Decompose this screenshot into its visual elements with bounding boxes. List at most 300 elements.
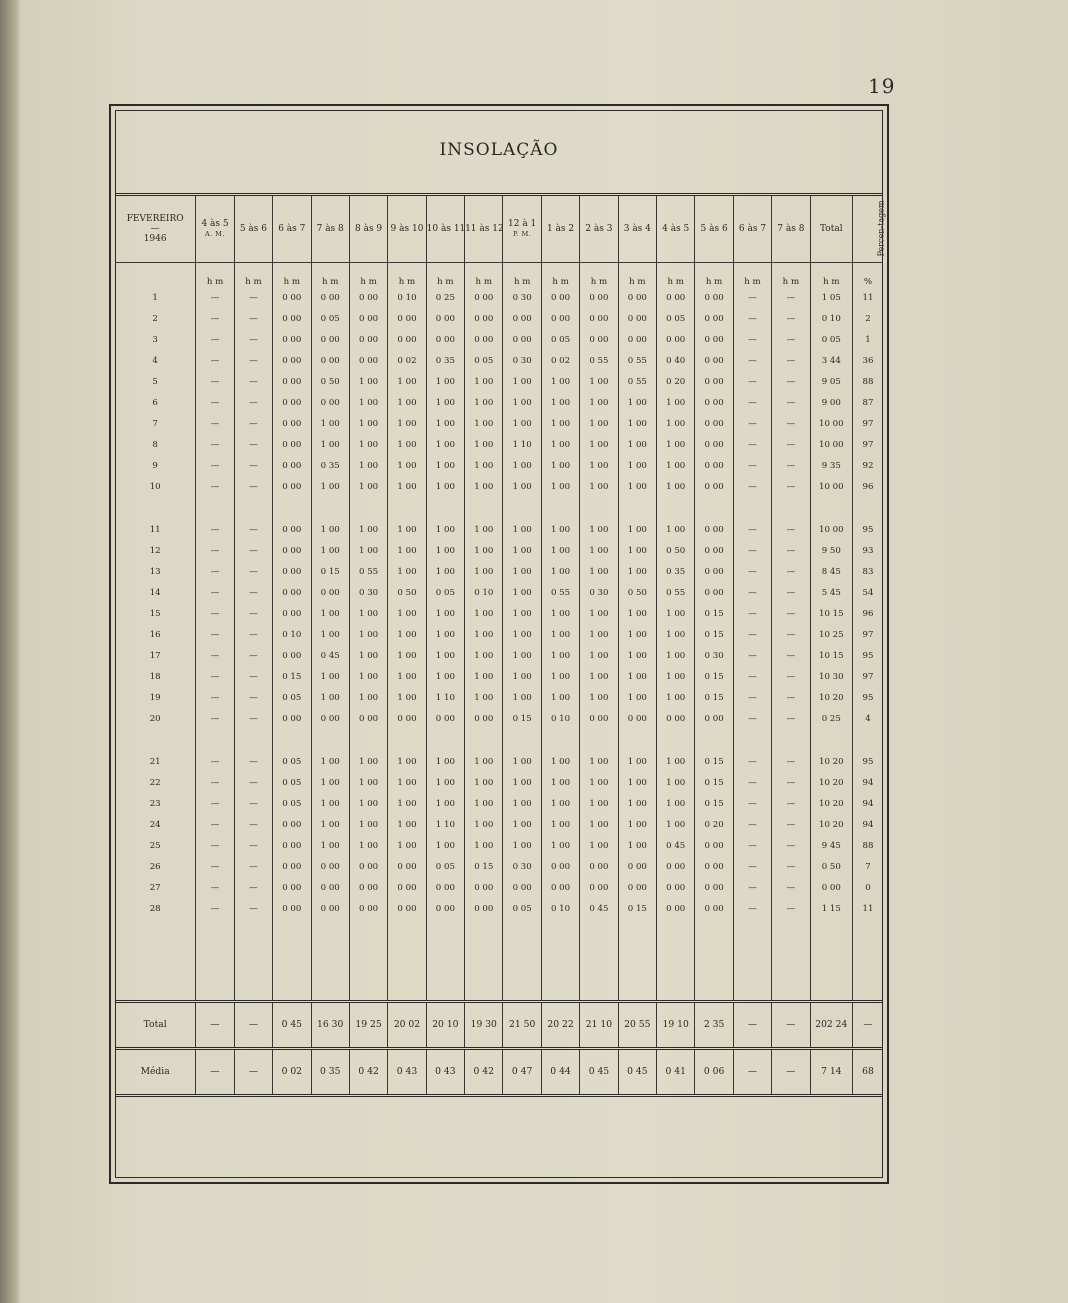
table-cell: 0 35 bbox=[426, 350, 464, 371]
table-cell: 0 30 bbox=[503, 287, 541, 308]
table-cell: 0 00 bbox=[273, 350, 311, 371]
table-cell: 0 00 bbox=[311, 709, 349, 730]
unit-label: % bbox=[853, 263, 883, 288]
total-cell: 2 35 bbox=[695, 1001, 733, 1048]
gap-cell bbox=[772, 498, 810, 519]
table-cell: 1 00 bbox=[349, 392, 387, 413]
table-cell: 1 00 bbox=[465, 540, 503, 561]
day-number: 4 bbox=[152, 355, 158, 366]
table-cell: — bbox=[196, 793, 234, 814]
gap-cell bbox=[618, 498, 656, 519]
insolation-table bbox=[115, 193, 886, 1097]
table-cell: — bbox=[772, 582, 810, 603]
table-cell: 0 10 bbox=[810, 308, 852, 329]
table-cell: 1 00 bbox=[311, 540, 349, 561]
table-cell: 1 00 bbox=[657, 772, 695, 793]
table-cell: 0 00 bbox=[695, 878, 733, 899]
table-cell: 1 00 bbox=[580, 392, 618, 413]
table-row bbox=[115, 582, 883, 603]
table-cell: 0 30 bbox=[695, 646, 733, 667]
hour-range-label: 11 às 12 bbox=[465, 224, 504, 234]
unit-label: h m bbox=[273, 263, 311, 288]
table-cell: — bbox=[733, 350, 771, 371]
gap-cell bbox=[580, 498, 618, 519]
hour-column-header bbox=[618, 195, 656, 263]
table-cell: 1 00 bbox=[618, 414, 656, 435]
table-cell: — bbox=[772, 456, 810, 477]
day-number: 15 bbox=[149, 608, 161, 619]
hour-range-label: 7 às 8 bbox=[777, 224, 805, 234]
table-cell: 1 00 bbox=[618, 751, 656, 772]
hour-range-label: 10 às 11 bbox=[426, 224, 466, 234]
day-number: 21 bbox=[149, 756, 161, 767]
table-cell: 11 bbox=[853, 287, 883, 308]
gap-cell bbox=[657, 498, 695, 519]
table-row bbox=[115, 603, 883, 624]
table-cell: 0 00 bbox=[349, 878, 387, 899]
table-cell: 1 00 bbox=[311, 688, 349, 709]
day-number: 26 bbox=[149, 862, 161, 873]
table-cell: 0 00 bbox=[273, 540, 311, 561]
table-cell: 1 00 bbox=[657, 667, 695, 688]
table-cell: 1 00 bbox=[618, 540, 656, 561]
table-cell: 1 00 bbox=[541, 793, 579, 814]
table-cell: 1 00 bbox=[580, 751, 618, 772]
table-cell: 95 bbox=[853, 751, 883, 772]
table-cell: 1 00 bbox=[503, 371, 541, 392]
table-cell: 95 bbox=[853, 519, 883, 540]
table-cell: 10 20 bbox=[810, 772, 852, 793]
table-cell: 0 00 bbox=[695, 308, 733, 329]
hour-column-header bbox=[657, 195, 695, 263]
table-cell: — bbox=[772, 667, 810, 688]
spacer-cell bbox=[503, 920, 541, 1002]
table-cell: — bbox=[772, 392, 810, 413]
table-cell: 0 00 bbox=[465, 878, 503, 899]
hour-range-label: 5 às 6 bbox=[700, 224, 728, 234]
table-cell: 0 00 bbox=[580, 878, 618, 899]
table-cell: 0 10 bbox=[273, 625, 311, 646]
unit-label: h m bbox=[580, 263, 618, 288]
table-cell: — bbox=[234, 540, 272, 561]
day-number: 27 bbox=[149, 883, 161, 894]
table-cell: 1 00 bbox=[657, 435, 695, 456]
table-cell: — bbox=[234, 899, 272, 920]
media-cell: 0 42 bbox=[465, 1048, 503, 1095]
table-cell: 95 bbox=[853, 688, 883, 709]
table-row bbox=[115, 456, 883, 477]
table-cell: — bbox=[196, 751, 234, 772]
table-cell: 1 00 bbox=[580, 456, 618, 477]
table-cell: — bbox=[772, 751, 810, 772]
hour-column-header bbox=[541, 195, 579, 263]
hour-range-label: Total bbox=[820, 224, 843, 234]
table-cell: 0 55 bbox=[657, 582, 695, 603]
table-cell: 9 05 bbox=[810, 371, 852, 392]
gap-cell bbox=[657, 730, 695, 751]
table-cell: 0 30 bbox=[349, 582, 387, 603]
table-cell: 1 00 bbox=[618, 835, 656, 856]
table-cell: 1 00 bbox=[503, 751, 541, 772]
units-blank-cell bbox=[115, 263, 196, 288]
table-cell: 1 00 bbox=[541, 646, 579, 667]
table-cell: 1 00 bbox=[388, 772, 426, 793]
table-cell: 0 15 bbox=[273, 667, 311, 688]
gap-cell bbox=[196, 498, 234, 519]
table-cell: 1 00 bbox=[388, 751, 426, 772]
days-body bbox=[115, 287, 883, 920]
table-cell: 1 00 bbox=[618, 561, 656, 582]
table-cell: 1 00 bbox=[465, 688, 503, 709]
table-cell: 0 00 bbox=[657, 709, 695, 730]
table-cell: 10 20 bbox=[810, 688, 852, 709]
table-cell: 1 00 bbox=[349, 477, 387, 498]
hour-range-label: 9 às 10 bbox=[390, 224, 424, 234]
table-cell: 1 00 bbox=[426, 414, 464, 435]
table-cell: 0 00 bbox=[580, 329, 618, 350]
table-cell: — bbox=[772, 329, 810, 350]
table-cell: — bbox=[733, 456, 771, 477]
table-cell: 1 00 bbox=[541, 625, 579, 646]
table-cell: 1 00 bbox=[580, 371, 618, 392]
day-number: 18 bbox=[149, 672, 161, 683]
table-cell: 1 00 bbox=[657, 814, 695, 835]
table-cell: — bbox=[196, 561, 234, 582]
unit-label: h m bbox=[311, 263, 349, 288]
table-cell: 0 50 bbox=[657, 540, 695, 561]
table-cell: 1 10 bbox=[426, 814, 464, 835]
day-number: 17 bbox=[149, 651, 161, 662]
table-cell: — bbox=[196, 308, 234, 329]
table-cell: 0 15 bbox=[695, 751, 733, 772]
day-number: 14 bbox=[149, 587, 161, 598]
year-label: 1946 bbox=[143, 234, 167, 244]
unit-label: h m bbox=[196, 263, 234, 288]
total-cell: — bbox=[853, 1001, 883, 1048]
gap-cell bbox=[115, 498, 196, 519]
table-cell: 1 00 bbox=[349, 688, 387, 709]
hour-range-label: 4 às 5 bbox=[201, 219, 229, 229]
table-cell: 1 00 bbox=[657, 688, 695, 709]
table-cell: 0 00 bbox=[311, 392, 349, 413]
table-cell: 0 10 bbox=[388, 287, 426, 308]
gap-cell bbox=[695, 730, 733, 751]
table-cell: — bbox=[772, 814, 810, 835]
total-row bbox=[115, 1001, 883, 1048]
table-cell: 0 00 bbox=[618, 857, 656, 878]
table-cell: 1 00 bbox=[388, 477, 426, 498]
table-cell: 1 00 bbox=[426, 371, 464, 392]
table-cell: — bbox=[196, 477, 234, 498]
table-cell: 1 00 bbox=[388, 392, 426, 413]
table-cell: 1 00 bbox=[618, 646, 656, 667]
table-cell: 0 00 bbox=[273, 456, 311, 477]
total-cell: 16 30 bbox=[311, 1001, 349, 1048]
table-cell: 0 00 bbox=[695, 414, 733, 435]
table-cell: 1 00 bbox=[541, 814, 579, 835]
table-row bbox=[115, 878, 883, 899]
table-cell: 1 00 bbox=[503, 456, 541, 477]
table-cell: 1 00 bbox=[541, 667, 579, 688]
table-cell: 0 00 bbox=[273, 835, 311, 856]
percent-label: Percen-tagem bbox=[876, 200, 886, 257]
table-cell: 0 00 bbox=[273, 709, 311, 730]
page-number: 19 bbox=[868, 74, 896, 98]
table-cell: 1 00 bbox=[426, 392, 464, 413]
table-cell: 1 00 bbox=[657, 751, 695, 772]
day-number: 1 bbox=[152, 292, 158, 303]
total-cell: — bbox=[196, 1001, 234, 1048]
table-cell: 0 15 bbox=[695, 688, 733, 709]
table-cell: 1 00 bbox=[465, 456, 503, 477]
hour-column-header bbox=[311, 195, 349, 263]
table-cell: 0 00 bbox=[273, 371, 311, 392]
table-cell: 0 00 bbox=[695, 582, 733, 603]
table-row bbox=[115, 814, 883, 835]
gap-cell bbox=[503, 730, 541, 751]
table-cell: 1 00 bbox=[311, 603, 349, 624]
table-cell: 0 00 bbox=[388, 308, 426, 329]
table-cell: — bbox=[196, 414, 234, 435]
month-dash: — bbox=[150, 224, 160, 234]
table-cell: — bbox=[772, 857, 810, 878]
spacer-cell bbox=[695, 920, 733, 1002]
table-cell: 1 00 bbox=[580, 814, 618, 835]
table-cell: 0 00 bbox=[695, 899, 733, 920]
table-cell: 1 00 bbox=[541, 371, 579, 392]
total-cell: 20 10 bbox=[426, 1001, 464, 1048]
table-cell: — bbox=[234, 646, 272, 667]
table-cell: 96 bbox=[853, 477, 883, 498]
table-cell: 0 00 bbox=[311, 899, 349, 920]
table-cell: — bbox=[196, 814, 234, 835]
table-cell: 36 bbox=[853, 350, 883, 371]
table-cell: 0 00 bbox=[618, 287, 656, 308]
table-cell: 0 00 bbox=[695, 456, 733, 477]
total-cell: 21 50 bbox=[503, 1001, 541, 1048]
table-cell: — bbox=[234, 625, 272, 646]
table-cell: 1 00 bbox=[349, 814, 387, 835]
table-cell: 0 00 bbox=[695, 540, 733, 561]
table-cell: — bbox=[196, 709, 234, 730]
table-cell: 1 00 bbox=[503, 392, 541, 413]
table-cell: 1 00 bbox=[541, 603, 579, 624]
table-cell: 1 00 bbox=[349, 435, 387, 456]
media-cell: — bbox=[772, 1048, 810, 1095]
hour-range-label: 2 às 3 bbox=[585, 224, 613, 234]
table-cell: — bbox=[772, 287, 810, 308]
table-cell: 10 00 bbox=[810, 414, 852, 435]
table-cell: 0 35 bbox=[657, 561, 695, 582]
table-cell: 0 55 bbox=[618, 371, 656, 392]
spacer-cell bbox=[772, 920, 810, 1002]
table-cell: 0 00 bbox=[273, 287, 311, 308]
table-cell: 0 bbox=[853, 878, 883, 899]
gap-cell bbox=[541, 730, 579, 751]
hour-column-header bbox=[810, 195, 852, 263]
table-cell: 1 00 bbox=[388, 540, 426, 561]
table-cell: — bbox=[196, 667, 234, 688]
table-cell: 1 00 bbox=[349, 414, 387, 435]
table-cell: — bbox=[772, 603, 810, 624]
table-cell: 0 55 bbox=[580, 350, 618, 371]
table-cell: 1 00 bbox=[618, 772, 656, 793]
table-cell: 0 00 bbox=[465, 308, 503, 329]
table-cell: 0 45 bbox=[311, 646, 349, 667]
total-cell: — bbox=[733, 1001, 771, 1048]
hour-range-label: 5 às 6 bbox=[239, 224, 267, 234]
table-cell: — bbox=[733, 582, 771, 603]
units-row bbox=[115, 263, 883, 288]
total-label: Total bbox=[115, 1001, 196, 1048]
table-cell: 1 00 bbox=[580, 435, 618, 456]
table-cell: 1 00 bbox=[580, 540, 618, 561]
table-cell: 3 44 bbox=[810, 350, 852, 371]
table-cell: 0 05 bbox=[273, 793, 311, 814]
table-cell: — bbox=[234, 392, 272, 413]
spacer-cell bbox=[580, 920, 618, 1002]
table-cell: 1 00 bbox=[349, 793, 387, 814]
table-cell: 0 05 bbox=[810, 329, 852, 350]
table-cell: 1 00 bbox=[426, 603, 464, 624]
table-cell: 9 35 bbox=[810, 456, 852, 477]
table-cell: 1 00 bbox=[465, 793, 503, 814]
table-cell: — bbox=[733, 814, 771, 835]
table-cell: — bbox=[733, 371, 771, 392]
table-cell: 1 00 bbox=[426, 751, 464, 772]
hour-column-header bbox=[234, 195, 272, 263]
table-cell: 10 15 bbox=[810, 603, 852, 624]
day-number: 6 bbox=[152, 398, 158, 409]
table-cell: — bbox=[196, 287, 234, 308]
hour-range-label: 4 às 5 bbox=[662, 224, 690, 234]
table-row bbox=[115, 435, 883, 456]
day-number: 7 bbox=[152, 419, 158, 430]
table-cell: — bbox=[733, 667, 771, 688]
table-cell: 0 00 bbox=[580, 857, 618, 878]
table-cell: — bbox=[733, 709, 771, 730]
table-cell: 0 05 bbox=[311, 308, 349, 329]
table-cell: 0 35 bbox=[311, 456, 349, 477]
table-cell: 1 00 bbox=[657, 477, 695, 498]
table-cell: 0 25 bbox=[426, 287, 464, 308]
table-cell: 1 00 bbox=[465, 371, 503, 392]
gap-cell bbox=[388, 730, 426, 751]
table-cell: 1 00 bbox=[388, 519, 426, 540]
table-cell: — bbox=[733, 308, 771, 329]
table-cell: 87 bbox=[853, 392, 883, 413]
table-cell: 0 15 bbox=[618, 899, 656, 920]
table-cell: 1 00 bbox=[580, 688, 618, 709]
table-cell: — bbox=[234, 329, 272, 350]
table-cell: 1 00 bbox=[618, 625, 656, 646]
table-cell: — bbox=[196, 646, 234, 667]
table-cell: 0 00 bbox=[388, 899, 426, 920]
table-cell: 1 bbox=[853, 329, 883, 350]
day-number: 22 bbox=[149, 777, 161, 788]
table-cell: 1 00 bbox=[657, 392, 695, 413]
table-cell: — bbox=[234, 878, 272, 899]
table-cell: 88 bbox=[853, 371, 883, 392]
table-cell: 0 30 bbox=[503, 350, 541, 371]
table-row bbox=[115, 667, 883, 688]
table-row bbox=[115, 625, 883, 646]
total-cell: 20 22 bbox=[541, 1001, 579, 1048]
day-number: 16 bbox=[149, 630, 161, 641]
day-number: 28 bbox=[149, 904, 161, 915]
table-cell: 0 10 bbox=[465, 582, 503, 603]
table-cell: — bbox=[196, 688, 234, 709]
table-cell: 1 00 bbox=[349, 603, 387, 624]
table-cell: 1 00 bbox=[311, 772, 349, 793]
table-cell: 1 00 bbox=[657, 456, 695, 477]
gap-cell bbox=[810, 498, 852, 519]
media-cell: 0 02 bbox=[273, 1048, 311, 1095]
table-cell: 0 00 bbox=[273, 329, 311, 350]
table-cell: 1 00 bbox=[580, 835, 618, 856]
table-cell: 0 40 bbox=[657, 350, 695, 371]
table-cell: 0 05 bbox=[426, 857, 464, 878]
table-cell: 0 15 bbox=[465, 857, 503, 878]
table-cell: — bbox=[196, 835, 234, 856]
unit-label: h m bbox=[388, 263, 426, 288]
table-cell: 1 00 bbox=[311, 625, 349, 646]
table-cell: 1 00 bbox=[388, 667, 426, 688]
table-cell: 0 00 bbox=[695, 857, 733, 878]
spacer-row bbox=[115, 920, 883, 1002]
table-cell: 1 00 bbox=[388, 814, 426, 835]
hour-column-header bbox=[388, 195, 426, 263]
day-number: 11 bbox=[149, 524, 161, 535]
month-label: FEVEREIRO bbox=[126, 214, 184, 224]
table-cell: 1 00 bbox=[541, 561, 579, 582]
table-cell: 0 00 bbox=[349, 350, 387, 371]
table-cell: 1 00 bbox=[541, 435, 579, 456]
total-cell: 19 10 bbox=[657, 1001, 695, 1048]
table-cell: 1 00 bbox=[426, 835, 464, 856]
table-cell: — bbox=[234, 709, 272, 730]
hour-range-label: 12 à 1 bbox=[508, 219, 537, 229]
table-cell: — bbox=[772, 435, 810, 456]
table-cell: — bbox=[234, 371, 272, 392]
table-cell: 1 00 bbox=[426, 646, 464, 667]
table-cell: 0 02 bbox=[541, 350, 579, 371]
day-number: 20 bbox=[149, 714, 161, 725]
table-cell: 1 00 bbox=[426, 540, 464, 561]
table-cell: 0 00 bbox=[695, 371, 733, 392]
table-cell: 0 00 bbox=[349, 329, 387, 350]
table-cell: 1 00 bbox=[349, 519, 387, 540]
table-cell: — bbox=[733, 329, 771, 350]
media-cell: 0 43 bbox=[388, 1048, 426, 1095]
header-row bbox=[115, 195, 883, 263]
table-cell: — bbox=[733, 540, 771, 561]
gap-cell bbox=[733, 498, 771, 519]
table-row bbox=[115, 350, 883, 371]
media-cell: 7 14 bbox=[810, 1048, 852, 1095]
table-cell: 0 00 bbox=[426, 709, 464, 730]
table-row bbox=[115, 392, 883, 413]
unit-label: h m bbox=[234, 263, 272, 288]
day-number: 23 bbox=[149, 798, 161, 809]
table-cell: 1 00 bbox=[465, 835, 503, 856]
table-cell: 10 20 bbox=[810, 751, 852, 772]
hour-column-header bbox=[772, 195, 810, 263]
table-cell: 4 bbox=[853, 709, 883, 730]
table-cell: — bbox=[772, 414, 810, 435]
table-cell: 97 bbox=[853, 414, 883, 435]
table-cell: 0 00 bbox=[426, 329, 464, 350]
